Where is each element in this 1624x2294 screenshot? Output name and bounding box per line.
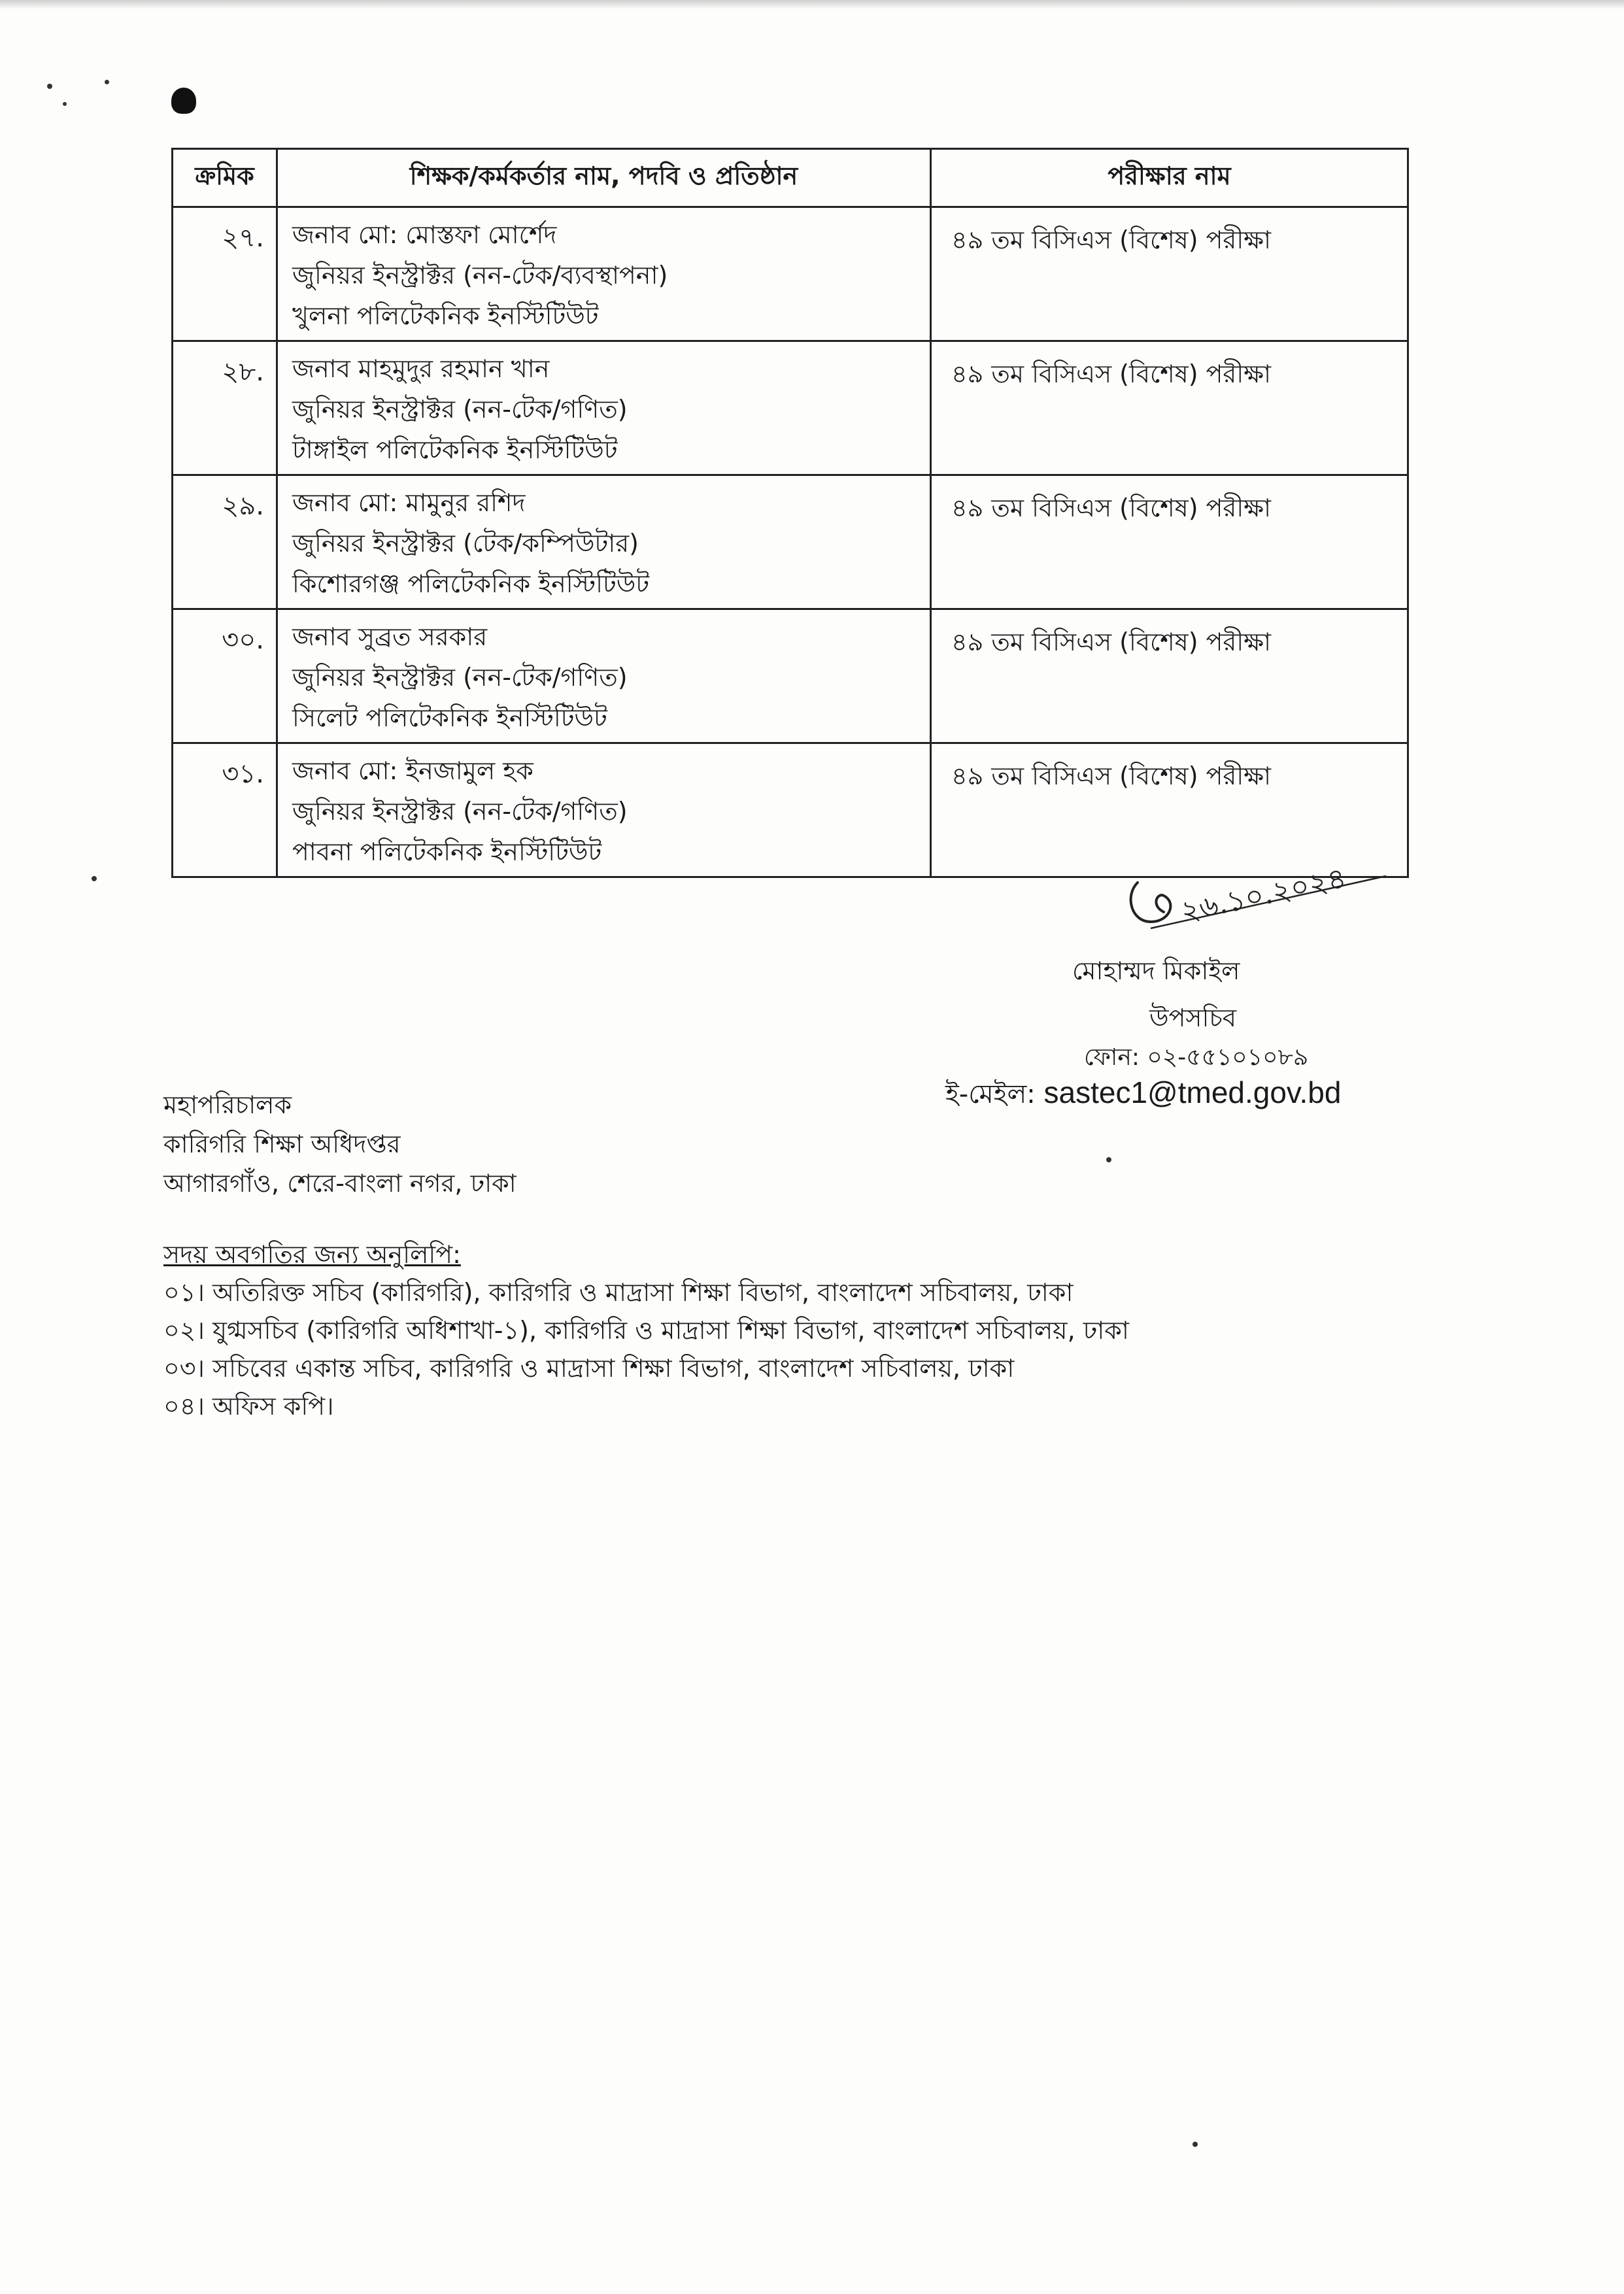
person-institute: কিশোরগঞ্জ পলিটেকনিক ইনস্টিটিউট (292, 569, 650, 598)
row-serial: ২৯. (173, 475, 277, 609)
row-exam: ৪৯ তম বিসিএস (বিশেষ) পরীক্ষা (931, 207, 1408, 341)
row-exam: ৪৯ তম বিসিএস (বিশেষ) পরীক্ষা (931, 609, 1408, 743)
scan-top-edge (0, 0, 1624, 9)
punch-hole-mark (171, 88, 196, 114)
person-name: জনাব মো: মামুনুর রশিদ (292, 488, 526, 517)
row-exam: ৪৯ তম বিসিএস (বিশেষ) পরীক্ষা (931, 341, 1408, 475)
signatory-title: উপসচিব (1149, 1004, 1237, 1032)
scan-speck (105, 80, 109, 84)
row-serial: ৩০. (173, 609, 277, 743)
handwritten-date: ২৬.১০.২০২৪ (1177, 861, 1349, 929)
person-designation: জুনিয়র ইনস্ট্রাক্টর (নন-টেক/গণিত) (292, 797, 628, 826)
officer-exam-table (171, 148, 1409, 878)
signatory-name: মোহাম্মদ মিকাইল (1072, 956, 1240, 985)
table-row (173, 341, 1408, 475)
scan-speck (1106, 1157, 1111, 1162)
row-person (277, 207, 931, 341)
table-row (173, 207, 1408, 341)
header-exam: পরীক্ষার নাম (931, 149, 1408, 207)
copy-heading: সদয় অবগতির জন্য অনুলিপি: (163, 1240, 461, 1269)
row-serial: ২৮. (173, 341, 277, 475)
copy-item: ০৩। সচিবের একান্ত সচিব, কারিগরি ও মাদ্রাসা শিক্ষা বিভাগ, বাংলাদেশ সচিবালয়, ঢাকা (163, 1354, 1015, 1383)
copy-item: ০১। অতিরিক্ত সচিব (কারিগরি), কারিগরি ও মাদ্রাসা শিক্ষা বিভাগ, বাংলাদেশ সচিবালয়, ঢাকা (163, 1278, 1074, 1307)
row-exam: ৪৯ তম বিসিএস (বিশেষ) পরীক্ষা (931, 743, 1408, 877)
table-row (173, 609, 1408, 743)
person-designation: জুনিয়র ইনস্ট্রাক্টর (টেক/কম্পিউটার) (292, 529, 639, 558)
copy-item: ০২। যুগ্মসচিব (কারিগরি অধিশাখা-১), কারিগরি ও মাদ্রাসা শিক্ষা বিভাগ, বাংলাদেশ সচিবালয়, ঢাকা (163, 1316, 1129, 1345)
copy-distribution (163, 1236, 1129, 1425)
handwritten-signature (1111, 856, 1412, 954)
row-person (277, 743, 931, 877)
row-serial: ৩১. (173, 743, 277, 877)
email-label: ই-মেইল: (945, 1079, 1036, 1109)
table-header-row (173, 149, 1408, 207)
recipient-line: আগারগাঁও, শেরে-বাংলা নগর, ঢাকা (163, 1169, 516, 1198)
person-name: জনাব মো: ইনজামুল হক (292, 756, 533, 785)
person-name: জনাব সুব্রত সরকার (292, 622, 488, 651)
recipient-address (163, 1085, 516, 1203)
scan-speck (63, 102, 67, 106)
signatory-email (945, 1073, 1341, 1117)
person-designation: জুনিয়র ইনস্ট্রাক্টর (নন-টেক/ব্যবস্থাপনা) (292, 261, 668, 290)
row-person (277, 475, 931, 609)
copy-item: ০৪। অফিস কপি। (163, 1392, 334, 1421)
signatory-phone: ফোন: ০২-৫৫১০১০৮৯ (1084, 1044, 1309, 1071)
person-name: জনাব মাহমুদুর রহমান খান (292, 354, 550, 383)
person-designation: জুনিয়র ইনস্ট্রাক্টর (নন-টেক/গণিত) (292, 663, 628, 692)
row-person (277, 341, 931, 475)
header-serial: ক্রমিক (173, 149, 277, 207)
recipient-line: মহাপরিচালক (163, 1090, 292, 1119)
person-institute: সিলেট পলিটেকনিক ইনস্টিটিউট (292, 703, 607, 732)
recipient-line: কারিগরি শিক্ষা অধিদপ্তর (163, 1130, 401, 1158)
scan-speck (47, 84, 52, 89)
person-institute: খুলনা পলিটেকনিক ইনস্টিটিউট (292, 301, 599, 330)
table-row (173, 475, 1408, 609)
scan-speck (92, 876, 97, 881)
row-exam: ৪৯ তম বিসিএস (বিশেষ) পরীক্ষা (931, 475, 1408, 609)
person-institute: পাবনা পলিটেকনিক ইনস্টিটিউট (292, 837, 602, 866)
row-serial: ২৭. (173, 207, 277, 341)
email-address[interactable]: sastec1@tmed.gov.bd (1043, 1075, 1342, 1109)
person-institute: টাঙ্গাইল পলিটেকনিক ইনস্টিটিউট (292, 435, 618, 464)
scan-speck (1193, 2142, 1198, 2147)
header-person: শিক্ষক/কর্মকর্তার নাম, পদবি ও প্রতিষ্ঠান (277, 149, 931, 207)
row-person (277, 609, 931, 743)
person-name: জনাব মো: মোস্তফা মোর্শেদ (292, 220, 557, 249)
person-designation: জুনিয়র ইনস্ট্রাক্টর (নন-টেক/গণিত) (292, 395, 628, 424)
